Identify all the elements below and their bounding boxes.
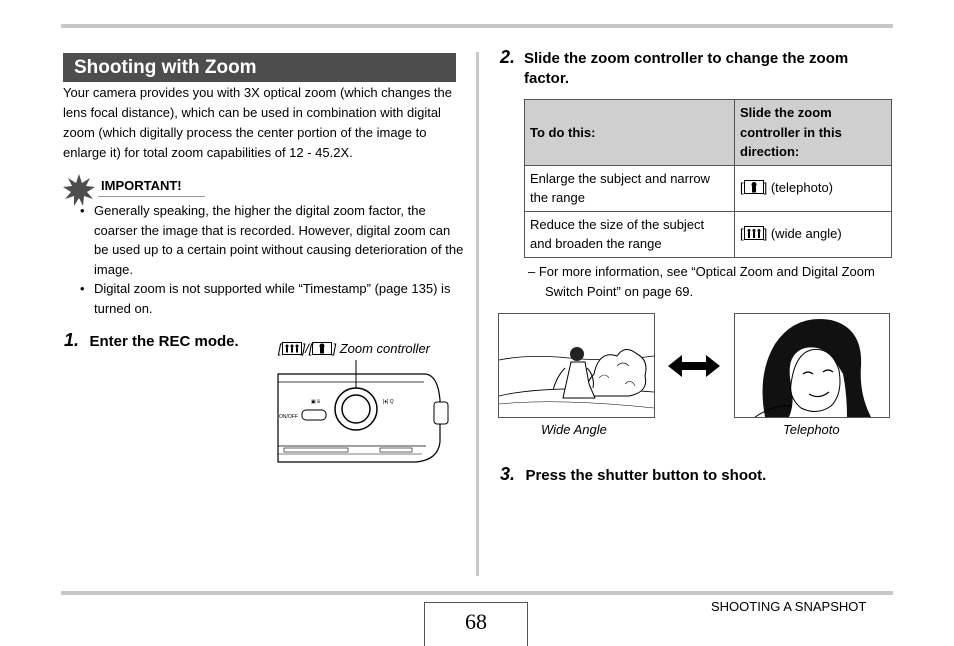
column-divider: [476, 52, 479, 576]
bullet-icon: •: [80, 281, 85, 296]
step-text: Slide the zoom controller to change the zoom factor.: [524, 50, 849, 87]
wide-angle-photo: [498, 313, 655, 418]
step-1: [64, 330, 239, 352]
step-2: [500, 47, 890, 89]
wide-angle-icon: [282, 342, 302, 355]
telephoto-caption: Telephoto: [783, 422, 840, 437]
section-title: Shooting with Zoom: [63, 53, 456, 82]
bottom-rule: [61, 591, 893, 595]
table-header-row: [525, 100, 892, 166]
on-off-label: ON/OFF: [279, 414, 298, 420]
step-number: 1.: [64, 330, 80, 350]
telephoto-photo: [734, 313, 890, 418]
intro-paragraph: Your camera provides you with 3X optical zoom (which changes the lens focal distance), which can be used in combination with digital zoom (which digitally process the center portion of the image to enlarge it) for total zoom capabilities of 12 - 45.2X.: [63, 85, 453, 160]
wide-angle-icon: [744, 226, 764, 240]
table-row: [525, 211, 892, 257]
important-list: [80, 201, 465, 318]
step-text: Press the shutter button to shoot.: [525, 467, 767, 484]
wide-angle-caption: Wide Angle: [541, 422, 607, 437]
camera-illustration: [276, 360, 452, 466]
telephoto-icon: [312, 342, 332, 355]
step-number: 2.: [500, 47, 516, 67]
list-item: • Generally speaking, the higher the digital zoom factor, the coarser the image that is recorded. However, digital zoom can be used up to a certain point without causing deterioration of the image.: [80, 203, 464, 277]
table-cell: [ ] (telephoto): [735, 165, 892, 211]
info-note: – For more information, see “Optical Zoom and Digital Zoom Switch Point” on page 69.: [528, 264, 875, 299]
telephoto-icon: [744, 180, 764, 194]
table-header: Slide the zoom controller in this direction:: [735, 100, 892, 166]
svg-text:▣ ⅲ: ▣ ⅲ: [311, 399, 321, 405]
double-arrow-icon: [668, 354, 720, 378]
page-number: 68: [424, 602, 528, 646]
top-rule: [61, 24, 893, 28]
svg-text:[♦] Q: [♦] Q: [383, 399, 394, 405]
table-cell: [ ] (wide angle): [735, 211, 892, 257]
important-label: IMPORTANT!: [101, 178, 182, 193]
table-cell: Reduce the size of the subject and broaden the range: [525, 211, 735, 257]
table-row: [525, 165, 892, 211]
important-underline: [98, 196, 205, 197]
table-header: To do this:: [525, 100, 735, 166]
step-3: [500, 464, 890, 486]
list-item: • Digital zoom is not supported while “Timestamp” (page 135) is turned on.: [80, 281, 451, 316]
footer-section-title: SHOOTING A SNAPSHOT: [711, 599, 867, 614]
zoom-controller-label: [ ]/[ ] Zoom controller: [278, 341, 431, 356]
step-text: Enter the REC mode.: [89, 333, 239, 350]
step-number: 3.: [500, 464, 516, 484]
bullet-icon: •: [80, 203, 85, 218]
zoom-direction-table: [524, 99, 892, 258]
table-cell: Enlarge the subject and narrow the range: [525, 165, 735, 211]
